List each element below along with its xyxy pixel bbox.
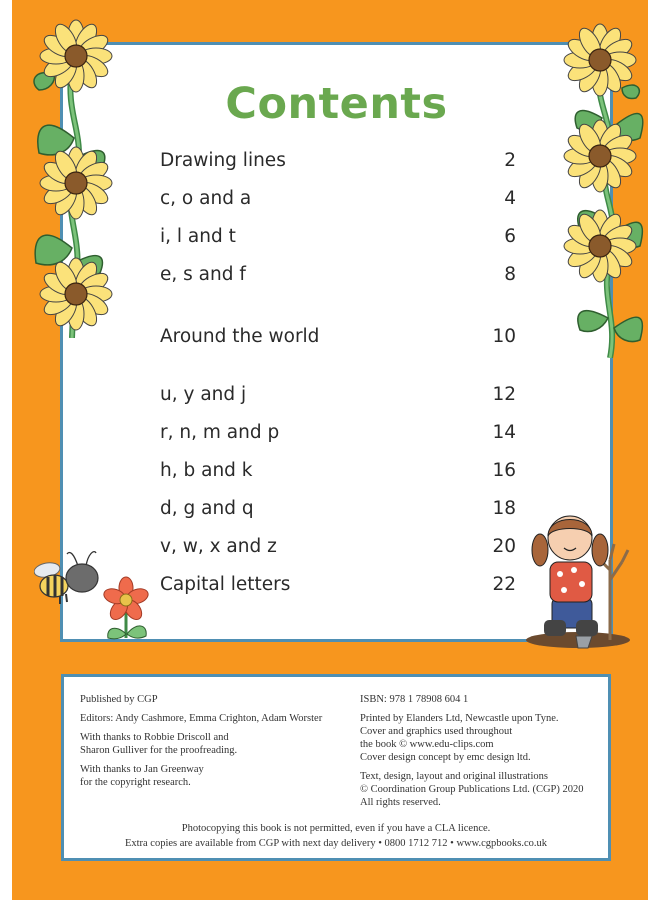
toc-entry[interactable]: [160, 379, 516, 409]
photocopy-notice: [64, 821, 608, 851]
toc-entry[interactable]: [160, 417, 516, 447]
toc-label: c, o and a: [160, 187, 252, 209]
toc-label: h, b and k: [160, 459, 253, 481]
toc-page-number: 18: [492, 497, 516, 519]
imprint-right-column: [360, 693, 610, 815]
toc-entry[interactable]: [160, 221, 516, 251]
page-title: Contents: [225, 79, 448, 129]
toc-page-number: 14: [492, 421, 516, 443]
girl-planting-tree-icon: [518, 500, 638, 650]
toc-entry[interactable]: [160, 531, 516, 561]
copyright-thanks-line-2: for the copyright research.: [80, 777, 191, 788]
toc-label: Drawing lines: [160, 149, 286, 171]
toc-page-number: 10: [492, 325, 516, 347]
order-info-line: Extra copies are available from CGP with next day delivery • 0800 1712 712 • www.cgpbooks.co.uk: [124, 838, 548, 849]
printer-line: Printed by Elanders Ltd, Newcastle upon Tyne.: [360, 713, 559, 724]
publisher-text: Published by CGP: [80, 694, 158, 705]
copyright-research-thanks: [80, 763, 350, 789]
toc-label: e, s and f: [160, 263, 246, 285]
toc-page-number: 4: [504, 187, 516, 209]
proofreading-thanks: [80, 731, 350, 757]
proofreading-thanks-line-1: With thanks to Robbie Driscoll and: [80, 732, 229, 743]
toc-page-number: 2: [504, 149, 516, 171]
toc-entry[interactable]: [160, 493, 516, 523]
sunflower: [564, 24, 636, 96]
imprint-panel: [61, 674, 611, 861]
cover-line-1: Cover and graphics used throughout: [360, 726, 513, 737]
printer-credits: [360, 712, 610, 764]
toc-label: u, y and j: [160, 383, 247, 405]
copyright-notice: [360, 770, 610, 809]
cover-line-3: Cover design concept by emc design ltd.: [360, 752, 531, 763]
copyright-line-1: Text, design, layout and original illustrations: [360, 771, 548, 782]
toc-entry[interactable]: [160, 569, 516, 599]
toc-page-number: 22: [492, 573, 516, 595]
toc-label: Capital letters: [160, 573, 291, 595]
toc-page-number: 8: [504, 263, 516, 285]
toc-page-number: 12: [492, 383, 516, 405]
copyright-line-3: All rights reserved.: [360, 797, 441, 808]
sunflower: [564, 210, 636, 282]
copyright-line-2: © Coordination Group Publications Ltd. (CGP) 2020: [360, 784, 584, 795]
copyright-thanks-line-1: With thanks to Jan Greenway: [80, 764, 204, 775]
sunflower-vine-right-icon: [552, 18, 652, 358]
toc-entry[interactable]: [160, 145, 516, 175]
toc-entry[interactable]: [160, 259, 516, 289]
imprint-left-column: [80, 693, 350, 795]
isbn-text: ISBN: 978 1 78908 604 1: [360, 694, 469, 705]
toc-entry[interactable]: [160, 183, 516, 213]
proofreading-thanks-line-2: Sharon Gulliver for the proofreading.: [80, 745, 238, 756]
toc-label: v, w, x and z: [160, 535, 277, 557]
toc-label: i, l and t: [160, 225, 236, 247]
toc-label: d, g and q: [160, 497, 254, 519]
toc-page-number: 6: [504, 225, 516, 247]
toc-entry[interactable]: [160, 321, 516, 351]
toc-page-number: 20: [492, 535, 516, 557]
toc-page-number: 16: [492, 459, 516, 481]
red-flower-icon: [96, 576, 156, 642]
sunflower-vine-left-icon: [14, 18, 124, 338]
toc-label: Around the world: [160, 325, 320, 347]
editors-text: Editors: Andy Cashmore, Emma Crighton, Adam Worster: [80, 713, 323, 724]
toc-entry[interactable]: [160, 455, 516, 485]
photocopy-line: Photocopying this book is not permitted, even if you have a CLA licence.: [181, 823, 491, 834]
cover-line-2: the book © www.edu-clips.com: [360, 739, 494, 750]
toc-label: r, n, m and p: [160, 421, 280, 443]
